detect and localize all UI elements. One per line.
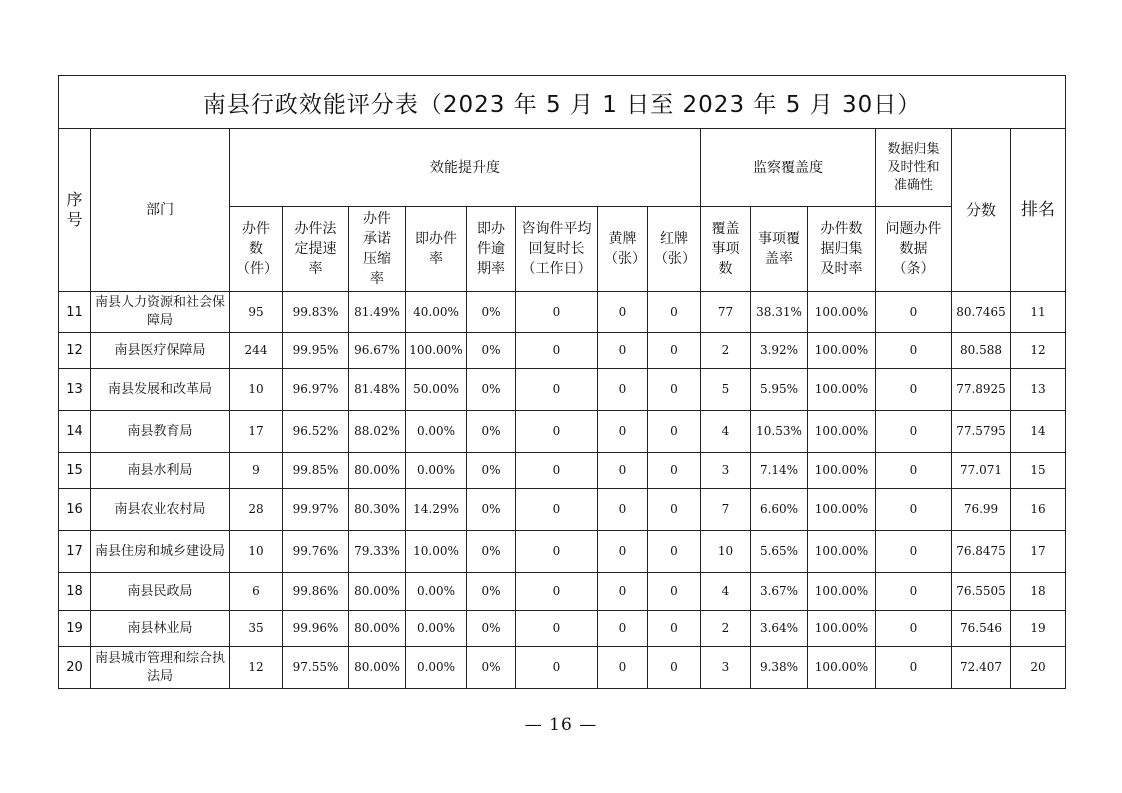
cell-red-card: 0: [648, 292, 701, 333]
table-row: [59, 489, 1066, 531]
cell-promise-compress: 80.00%: [349, 573, 406, 611]
table-row: [59, 369, 1066, 411]
cell-consult-time: 0: [516, 411, 598, 453]
header-covered-items: 覆盖事项数: [701, 207, 751, 292]
cell-instant-rate: 0.00%: [406, 411, 467, 453]
cell-data-timely: 100.00%: [808, 647, 876, 689]
cell-instant-overdue: 0%: [467, 453, 516, 489]
cell-instant-overdue: 0%: [467, 489, 516, 531]
page-number: — 16 —: [524, 715, 598, 735]
cell-instant-overdue: 0%: [467, 292, 516, 333]
cell-cases: 9: [230, 453, 283, 489]
cell-item-coverage: 10.53%: [751, 411, 808, 453]
cell-item-coverage: 38.31%: [751, 292, 808, 333]
cell-cases: 244: [230, 333, 283, 369]
cell-rank: 11: [1011, 292, 1066, 333]
header-no: 序号: [59, 129, 91, 292]
cell-instant-overdue: 0%: [467, 369, 516, 411]
cell-score: 76.8475: [952, 531, 1011, 573]
cell-promise-compress: 88.02%: [349, 411, 406, 453]
cell-statutory-speedup: 96.97%: [283, 369, 349, 411]
cell-dept: 南县发展和改革局: [91, 369, 230, 411]
cell-covered-items: 77: [701, 292, 751, 333]
cell-no: 19: [59, 611, 91, 647]
cell-problem-cases: 0: [876, 453, 952, 489]
header-promise-compress: 办件承诺压缩率: [349, 207, 406, 292]
header-rank: 排名: [1011, 129, 1066, 292]
cell-instant-overdue: 0%: [467, 411, 516, 453]
table-body: [59, 292, 1066, 689]
cell-statutory-speedup: 99.76%: [283, 531, 349, 573]
cell-statutory-speedup: 99.85%: [283, 453, 349, 489]
cell-rank: 20: [1011, 647, 1066, 689]
cell-covered-items: 10: [701, 531, 751, 573]
cell-instant-rate: 0.00%: [406, 647, 467, 689]
cell-dept: 南县水利局: [91, 453, 230, 489]
cell-no: 11: [59, 292, 91, 333]
cell-instant-rate: 0.00%: [406, 611, 467, 647]
cell-promise-compress: 80.00%: [349, 647, 406, 689]
cell-no: 12: [59, 333, 91, 369]
table-row: [59, 647, 1066, 689]
table-row: [59, 333, 1066, 369]
cell-yellow-card: 0: [598, 369, 648, 411]
cell-dept: 南县民政局: [91, 573, 230, 611]
cell-no: 15: [59, 453, 91, 489]
cell-score: 77.071: [952, 453, 1011, 489]
table-row: [59, 573, 1066, 611]
cell-cases: 10: [230, 369, 283, 411]
cell-instant-overdue: 0%: [467, 611, 516, 647]
cell-promise-compress: 96.67%: [349, 333, 406, 369]
cell-consult-time: 0: [516, 489, 598, 531]
cell-cases: 12: [230, 647, 283, 689]
table-row: [59, 611, 1066, 647]
table-title: 南县行政效能评分表（2023 年 5 月 1 日至 2023 年 5 月 30日）: [59, 76, 1066, 129]
cell-instant-rate: 14.29%: [406, 489, 467, 531]
table-row: [59, 531, 1066, 573]
cell-cases: 17: [230, 411, 283, 453]
cell-red-card: 0: [648, 611, 701, 647]
cell-statutory-speedup: 99.83%: [283, 292, 349, 333]
cell-instant-rate: 40.00%: [406, 292, 467, 333]
cell-no: 16: [59, 489, 91, 531]
cell-consult-time: 0: [516, 369, 598, 411]
cell-item-coverage: 7.14%: [751, 453, 808, 489]
cell-dept: 南县医疗保障局: [91, 333, 230, 369]
cell-instant-rate: 0.00%: [406, 453, 467, 489]
cell-instant-overdue: 0%: [467, 333, 516, 369]
header-red-card: 红牌（张）: [648, 207, 701, 292]
cell-statutory-speedup: 97.55%: [283, 647, 349, 689]
cell-score: 77.5795: [952, 411, 1011, 453]
cell-rank: 16: [1011, 489, 1066, 531]
cell-item-coverage: 9.38%: [751, 647, 808, 689]
cell-problem-cases: 0: [876, 611, 952, 647]
cell-dept: 南县城市管理和综合执法局: [91, 647, 230, 689]
cell-cases: 6: [230, 573, 283, 611]
cell-promise-compress: 80.30%: [349, 489, 406, 531]
cell-data-timely: 100.00%: [808, 411, 876, 453]
cell-promise-compress: 81.48%: [349, 369, 406, 411]
cell-statutory-speedup: 99.86%: [283, 573, 349, 611]
cell-red-card: 0: [648, 369, 701, 411]
header-data-timely: 办件数据归集及时率: [808, 207, 876, 292]
cell-consult-time: 0: [516, 292, 598, 333]
header-consult-time: 咨询件平均回复时长（工作日）: [516, 207, 598, 292]
cell-no: 20: [59, 647, 91, 689]
cell-score: 80.7465: [952, 292, 1011, 333]
cell-instant-rate: 10.00%: [406, 531, 467, 573]
header-score: 分数: [952, 129, 1011, 292]
cell-covered-items: 2: [701, 611, 751, 647]
header-group-efficiency: 效能提升度: [230, 129, 701, 207]
cell-problem-cases: 0: [876, 573, 952, 611]
cell-instant-overdue: 0%: [467, 573, 516, 611]
cell-score: 76.546: [952, 611, 1011, 647]
cell-no: 18: [59, 573, 91, 611]
cell-red-card: 0: [648, 531, 701, 573]
cell-red-card: 0: [648, 411, 701, 453]
cell-promise-compress: 79.33%: [349, 531, 406, 573]
cell-no: 14: [59, 411, 91, 453]
header-statutory-speedup: 办件法定提速率: [283, 207, 349, 292]
cell-cases: 95: [230, 292, 283, 333]
header-group-supervision: 监察覆盖度: [701, 129, 876, 207]
cell-red-card: 0: [648, 333, 701, 369]
cell-problem-cases: 0: [876, 333, 952, 369]
score-table: [58, 75, 1066, 689]
cell-no: 17: [59, 531, 91, 573]
cell-instant-rate: 100.00%: [406, 333, 467, 369]
cell-red-card: 0: [648, 453, 701, 489]
cell-promise-compress: 81.49%: [349, 292, 406, 333]
cell-problem-cases: 0: [876, 292, 952, 333]
cell-data-timely: 100.00%: [808, 531, 876, 573]
cell-data-timely: 100.00%: [808, 573, 876, 611]
cell-covered-items: 3: [701, 453, 751, 489]
cell-yellow-card: 0: [598, 411, 648, 453]
cell-no: 13: [59, 369, 91, 411]
cell-data-timely: 100.00%: [808, 611, 876, 647]
cell-consult-time: 0: [516, 531, 598, 573]
cell-dept: 南县教育局: [91, 411, 230, 453]
table-row: [59, 453, 1066, 489]
cell-yellow-card: 0: [598, 531, 648, 573]
cell-consult-time: 0: [516, 573, 598, 611]
cell-covered-items: 4: [701, 573, 751, 611]
cell-instant-overdue: 0%: [467, 647, 516, 689]
header-item-coverage: 事项覆盖率: [751, 207, 808, 292]
cell-score: 76.99: [952, 489, 1011, 531]
cell-score: 80.588: [952, 333, 1011, 369]
cell-rank: 18: [1011, 573, 1066, 611]
cell-dept: 南县住房和城乡建设局: [91, 531, 230, 573]
cell-data-timely: 100.00%: [808, 489, 876, 531]
cell-cases: 10: [230, 531, 283, 573]
header-instant-rate: 即办件率: [406, 207, 467, 292]
cell-item-coverage: 3.92%: [751, 333, 808, 369]
cell-cases: 28: [230, 489, 283, 531]
cell-dept: 南县林业局: [91, 611, 230, 647]
cell-yellow-card: 0: [598, 292, 648, 333]
header-dept: 部门: [91, 129, 230, 292]
header-yellow-card: 黄牌（张）: [598, 207, 648, 292]
cell-yellow-card: 0: [598, 333, 648, 369]
cell-problem-cases: 0: [876, 647, 952, 689]
cell-score: 77.8925: [952, 369, 1011, 411]
cell-data-timely: 100.00%: [808, 453, 876, 489]
cell-problem-cases: 0: [876, 411, 952, 453]
cell-problem-cases: 0: [876, 489, 952, 531]
cell-yellow-card: 0: [598, 573, 648, 611]
cell-covered-items: 4: [701, 411, 751, 453]
cell-dept: 南县农业农村局: [91, 489, 230, 531]
cell-problem-cases: 0: [876, 369, 952, 411]
cell-rank: 14: [1011, 411, 1066, 453]
cell-statutory-speedup: 99.97%: [283, 489, 349, 531]
cell-score: 76.5505: [952, 573, 1011, 611]
cell-score: 72.407: [952, 647, 1011, 689]
cell-covered-items: 3: [701, 647, 751, 689]
cell-data-timely: 100.00%: [808, 369, 876, 411]
cell-covered-items: 2: [701, 333, 751, 369]
cell-consult-time: 0: [516, 453, 598, 489]
cell-dept: 南县人力资源和社会保障局: [91, 292, 230, 333]
table-row: [59, 411, 1066, 453]
cell-data-timely: 100.00%: [808, 292, 876, 333]
cell-yellow-card: 0: [598, 647, 648, 689]
cell-item-coverage: 6.60%: [751, 489, 808, 531]
cell-statutory-speedup: 96.52%: [283, 411, 349, 453]
header-problem-cases: 问题办件数据（条）: [876, 207, 952, 292]
cell-red-card: 0: [648, 573, 701, 611]
cell-yellow-card: 0: [598, 489, 648, 531]
cell-instant-rate: 50.00%: [406, 369, 467, 411]
cell-data-timely: 100.00%: [808, 333, 876, 369]
cell-covered-items: 5: [701, 369, 751, 411]
header-cases: 办件数（件）: [230, 207, 283, 292]
cell-cases: 35: [230, 611, 283, 647]
cell-promise-compress: 80.00%: [349, 611, 406, 647]
cell-consult-time: 0: [516, 611, 598, 647]
cell-problem-cases: 0: [876, 531, 952, 573]
cell-statutory-speedup: 99.96%: [283, 611, 349, 647]
table-row: [59, 292, 1066, 333]
cell-promise-compress: 80.00%: [349, 453, 406, 489]
cell-rank: 15: [1011, 453, 1066, 489]
cell-yellow-card: 0: [598, 611, 648, 647]
cell-red-card: 0: [648, 647, 701, 689]
cell-item-coverage: 5.65%: [751, 531, 808, 573]
cell-covered-items: 7: [701, 489, 751, 531]
cell-item-coverage: 5.95%: [751, 369, 808, 411]
cell-instant-overdue: 0%: [467, 531, 516, 573]
cell-rank: 19: [1011, 611, 1066, 647]
cell-rank: 12: [1011, 333, 1066, 369]
header-group-data: 数据归集及时性和准确性: [876, 129, 952, 207]
header-instant-overdue: 即办件逾期率: [467, 207, 516, 292]
cell-yellow-card: 0: [598, 453, 648, 489]
cell-item-coverage: 3.64%: [751, 611, 808, 647]
cell-item-coverage: 3.67%: [751, 573, 808, 611]
cell-red-card: 0: [648, 489, 701, 531]
cell-rank: 17: [1011, 531, 1066, 573]
cell-instant-rate: 0.00%: [406, 573, 467, 611]
cell-consult-time: 0: [516, 647, 598, 689]
cell-statutory-speedup: 99.95%: [283, 333, 349, 369]
cell-consult-time: 0: [516, 333, 598, 369]
cell-rank: 13: [1011, 369, 1066, 411]
